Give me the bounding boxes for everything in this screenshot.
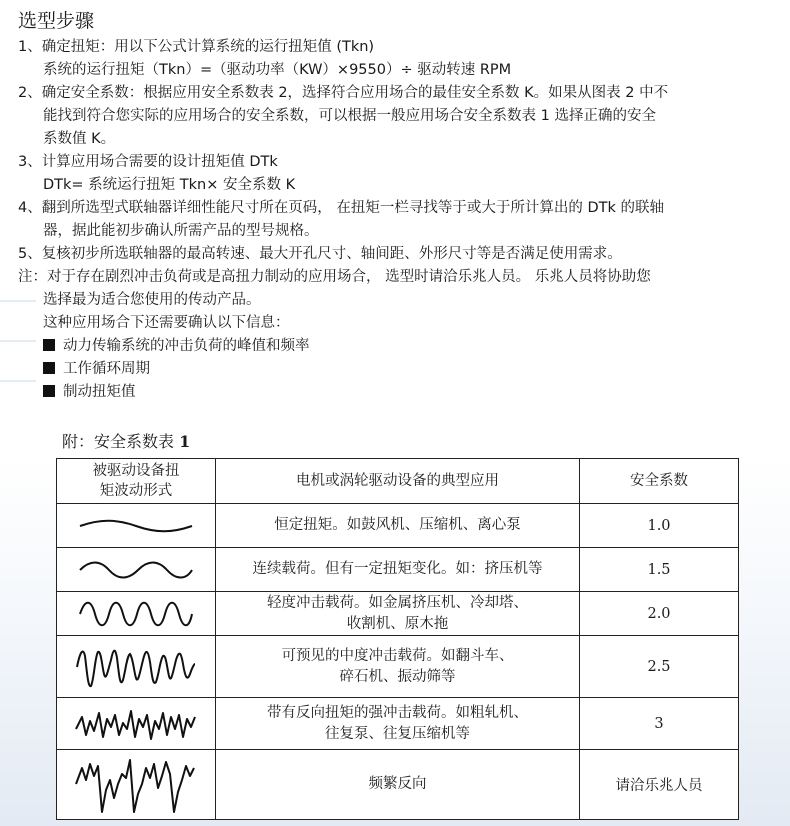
reverse-shock-wave-icon	[74, 705, 198, 743]
note-line-2: 选择最为适合您使用的传动产品。	[43, 292, 261, 308]
moderate-sine-wave-icon	[76, 558, 196, 582]
step-4-line-2: 器，据此能初步确认所需产品的型号规格。	[43, 223, 319, 239]
frequent-reversal-wave-icon	[74, 754, 198, 816]
step-5: 5、复核初步所选联轴器的最高转速、最大开孔尺寸、轴间距、外形尺寸等是否满足使用需求。	[18, 246, 622, 262]
application-text: 连续载荷。但有一定扭矩变化。如：挤压机等	[252, 561, 543, 577]
square-bullet-icon	[43, 362, 55, 374]
irregular-shock-wave-icon	[75, 642, 197, 692]
gentle-sine-wave-icon	[76, 515, 196, 537]
step-3: 3、计算应用场合需要的设计扭矩值 DTk	[18, 154, 278, 170]
safety-factor-value: 3	[580, 698, 739, 750]
application-text: 往复泵、往复压缩机等	[325, 725, 470, 742]
safety-factor-value: 2.0	[580, 592, 739, 636]
safety-factor-value: 1.0	[580, 504, 739, 548]
step-2-line-3: 系数值 K。	[43, 131, 116, 147]
step-1: 1、确定扭矩：用以下公式计算系统的运行扭矩值 (Tkn)	[18, 39, 375, 55]
header-application: 电机或涡轮驱动设备的典型应用	[216, 459, 580, 504]
step-4-line-1: 4、翻到所选型式联轴器详细性能尺寸所在页码， 在扭矩一栏寻找等于或大于所计算出的 DTk 的联轴	[18, 200, 664, 216]
note-bullet: 制动扭矩值	[18, 381, 778, 404]
application-text: 可预见的中度冲击载荷。如翻斗车、	[281, 647, 514, 664]
table-row	[57, 750, 739, 820]
note-bullet: 动力传输系统的冲击负荷的峰值和频率	[18, 335, 778, 358]
application-text: 碎石机、振动筛等	[339, 668, 456, 685]
square-bullet-icon	[43, 339, 55, 351]
application-text: 带有反向扭矩的强冲击载荷。如粗轧机、	[267, 704, 528, 721]
step-1-formula: 系统的运行扭矩（Tkn）=（驱动功率（KW）×9550）÷ 驱动转速 RPM	[43, 62, 512, 78]
application-text: 频繁反向	[368, 776, 427, 792]
note-line-1: 注：对于存在剧烈冲击负荷或是高扭力制动的应用场合， 选型时请洽乐兆人员。 乐兆人员将协助您	[18, 269, 651, 285]
table-header-row	[57, 459, 739, 504]
table-caption: 附：安全系数表 1	[62, 432, 191, 451]
header-safety-factor: 安全系数	[580, 459, 739, 504]
note-bullet: 工作循环周期	[18, 358, 778, 381]
note-line-3: 这种应用场合下还需要确认以下信息：	[43, 315, 290, 331]
safety-factor-value: 2.5	[580, 636, 739, 698]
table-row	[57, 504, 739, 548]
table-row	[57, 636, 739, 698]
table-row	[57, 698, 739, 750]
step-2-line-2: 能找到符合您实际的应用场合的安全系数，可以根据一般应用场合安全系数表 1 选择正确的安全	[43, 108, 656, 124]
safety-factor-value: 1.5	[580, 548, 739, 592]
selection-steps	[18, 36, 778, 404]
application-text: 恒定扭矩。如鼓风机、压缩机、离心泵	[274, 517, 521, 533]
safety-factor-value: 请洽乐兆人员	[580, 750, 739, 820]
application-text: 收割机、原木拖	[346, 615, 449, 632]
header-waveform: 被驱动设备扭 矩波动形式	[57, 459, 216, 504]
application-text: 轻度冲击载荷。如金属挤压机、冷却塔、	[267, 594, 528, 611]
table-row	[57, 548, 739, 592]
page-title: 选型步骤	[18, 10, 95, 32]
step-3-formula: DTk= 系统运行扭矩 Tkn× 安全系数 K	[43, 177, 296, 193]
frequent-sine-wave-icon	[76, 599, 196, 629]
square-bullet-icon	[43, 385, 55, 397]
table-row	[57, 592, 739, 636]
safety-factor-table	[56, 458, 739, 820]
step-2-line-1: 2、确定安全系数：根据应用安全系数表 2，选择符合应用场合的最佳安全系数 K。如果从图表 2 中不	[18, 85, 669, 101]
